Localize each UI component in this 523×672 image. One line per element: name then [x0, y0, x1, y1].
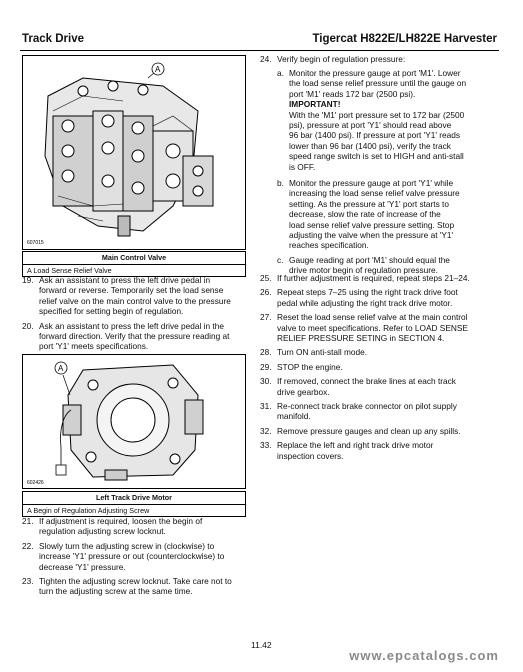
step	[260, 287, 510, 308]
step-text	[277, 362, 343, 372]
step-line: inspection covers.	[277, 450, 344, 461]
step-number: 22.	[22, 540, 34, 551]
step-text	[277, 440, 433, 461]
important-line: 96 bar (1400 psi). If pressure at port 'Y1' reads	[289, 130, 461, 141]
step-line: STOP the engine.	[277, 361, 343, 372]
step-line: manifold.	[277, 411, 311, 422]
step-line: forward direction. Verify that the pressure reading at	[39, 331, 230, 341]
step-text	[289, 178, 460, 251]
figure1-caption	[22, 251, 246, 277]
step	[277, 68, 507, 99]
step-line: pedal while adjusting the right track drive motor.	[277, 297, 453, 308]
step-text	[39, 541, 224, 572]
step-number: 19.	[22, 275, 34, 285]
figure2-title: Left Track Drive Motor	[22, 491, 246, 504]
step	[260, 347, 510, 357]
important-line: psi), pressure at port 'Y1' should read above	[289, 120, 452, 130]
step-line: Tighten the adjusting screw locknut. Take care not to	[39, 576, 232, 586]
step-line: Repeat steps 7–25 using the right track drive foot	[277, 287, 458, 298]
step-line: port 'M1' reads 172 bar (2500 psi).	[289, 88, 416, 99]
step	[260, 376, 510, 397]
step	[260, 362, 510, 372]
step-line: port 'Y1' meets specifications.	[39, 341, 149, 352]
figure-code: 602426	[27, 480, 44, 486]
step	[260, 273, 510, 283]
step-number: b.	[277, 178, 284, 188]
step-text	[277, 273, 470, 283]
step-number: 23.	[22, 576, 34, 586]
callout-a: A	[155, 65, 161, 74]
step-line: drive motor begin of regulation pressure.	[289, 265, 438, 276]
step	[22, 275, 247, 317]
step-number: 25.	[260, 273, 272, 283]
step-line: If removed, connect the brake lines at each track	[277, 376, 456, 387]
step-line: drive gearbox.	[277, 386, 330, 397]
step-number: 28.	[260, 347, 272, 358]
step-text	[277, 312, 468, 343]
step-text	[39, 321, 229, 352]
step	[260, 426, 510, 436]
figure1-title: Main Control Valve	[22, 251, 246, 264]
manual-title: Tigercat H822E/LH822E Harvester	[312, 33, 497, 45]
step-line: relief valve on the main control valve to the pressure	[39, 295, 231, 306]
watermark: www.epcatalogs.com	[349, 648, 499, 663]
section-title: Track Drive	[22, 33, 85, 45]
figure1-legend: A Load Sense Relief Valve	[22, 264, 246, 277]
step-line: Ask an assistant to press the left drive pedal in	[39, 275, 211, 285]
step-line: forward or reverse. Temporarily set the load sense	[39, 285, 224, 296]
figure2-caption	[22, 491, 246, 517]
main-control-valve-illustration	[22, 55, 246, 250]
step-line: valve to meet specifications. Refer to LOAD SENSE	[277, 322, 468, 333]
step-number: 31.	[260, 401, 272, 411]
step-text	[277, 347, 367, 357]
step-text	[39, 516, 202, 537]
step-line: Reset the load sense relief valve at the main control	[277, 312, 468, 323]
step	[22, 541, 247, 572]
step-line: decrease, slow the rate of increase of the	[289, 209, 441, 220]
step-line: Replace the left and right track drive motor	[277, 440, 434, 451]
step-line: increasing the load sense relief valve pressure	[289, 188, 460, 199]
step-text: Verify begin of regulation pressure:	[277, 54, 406, 64]
step	[22, 516, 247, 537]
step-text	[277, 426, 461, 436]
important-line: is OFF.	[289, 161, 316, 172]
step-text	[39, 275, 231, 317]
step-number: 30.	[260, 376, 272, 387]
step-line: reaches specification.	[289, 240, 369, 251]
step	[277, 178, 507, 251]
header-rule	[20, 50, 499, 51]
step-line: Turn ON anti-stall mode.	[277, 347, 368, 358]
step-number: 24.	[260, 54, 272, 64]
step-line: Monitor the pressure gauge at port 'M1'. Lower	[289, 68, 461, 78]
step-line: Remove pressure gauges and clean up any spills.	[277, 425, 461, 436]
important-heading: IMPORTANT!	[289, 99, 341, 110]
step-line: increase 'Y1' pressure or out (counterclockwise) to	[39, 551, 225, 562]
step-text	[277, 401, 457, 422]
step-number: 29.	[260, 361, 272, 372]
step-line: decrease 'Y1' pressure.	[39, 561, 126, 572]
step-number: 33.	[260, 440, 272, 451]
left-track-drive-motor-illustration	[22, 354, 246, 489]
step-number: 26.	[260, 287, 272, 298]
figure-code: 607015	[27, 240, 44, 246]
step-number: 32.	[260, 425, 272, 436]
step-line: Re-connect track brake connector on pilot supply	[277, 401, 457, 411]
step-number: 20.	[22, 320, 34, 331]
page-number: 11.42	[251, 640, 272, 650]
step	[260, 312, 510, 343]
step-number: a.	[277, 68, 284, 78]
step-line: If further adjustment is required, repeat steps 21–24.	[277, 273, 470, 283]
step-line: setting. As the pressure at 'Y1' port starts to	[289, 198, 449, 209]
step-line: Slowly turn the adjusting screw in (clockwise) to	[39, 540, 215, 551]
callout-a: A	[58, 364, 64, 373]
step-line: turn the adjusting screw at the same time.	[39, 586, 193, 597]
step-line: Gauge reading at port 'M1' should equal the	[289, 254, 450, 265]
step-line: the load sense relief pressure until the gauge on	[289, 78, 467, 89]
step-number: 21.	[22, 516, 34, 526]
step-text	[289, 68, 466, 99]
step-text	[277, 287, 458, 308]
step-line: adjusting the valve when the pressure at 'Y1'	[289, 230, 454, 241]
step-line: specified for setting begin of regulation.	[39, 306, 184, 317]
important-line: With the 'M1' port pressure set to 172 bar (2500	[289, 109, 465, 120]
important-note	[289, 99, 509, 172]
figure2-legend: A Begin of Regulation Adjusting Screw	[22, 504, 246, 517]
step	[22, 576, 247, 597]
step-number: 27.	[260, 312, 272, 323]
step-line: load sense relief valve pressure setting. Stop	[289, 219, 455, 230]
step-line: RELIEF PRESSURE SETING in SECTION 4.	[277, 333, 445, 343]
step-text	[277, 376, 456, 397]
important-line: lower than 96 bar (1400 psi), verify the track	[289, 140, 451, 151]
step-line: Ask an assistant to press the left drive pedal in the	[39, 320, 224, 331]
step-line: Monitor the pressure gauge at port 'Y1' while	[289, 178, 454, 188]
step	[260, 440, 510, 461]
step	[260, 401, 510, 422]
step	[22, 321, 247, 352]
step-line: regulation adjusting screw locknut.	[39, 526, 166, 537]
step-line: If adjustment is required, loosen the begin of	[39, 516, 203, 526]
important-line: speed range switch is set to HIGH and anti-stall	[289, 151, 464, 162]
step-number: c.	[277, 254, 284, 265]
step-text	[39, 576, 232, 597]
